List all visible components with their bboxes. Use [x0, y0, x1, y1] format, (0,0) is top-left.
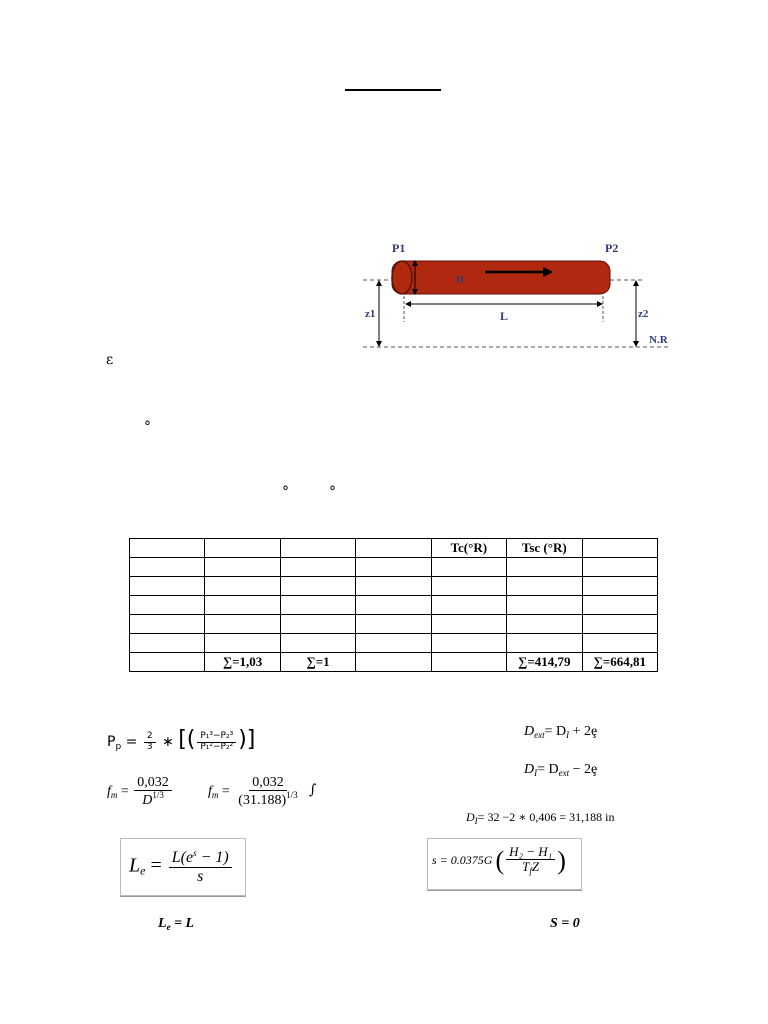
title-underline [345, 89, 441, 91]
pp-denominator: P₁²−P₂² [200, 741, 234, 752]
table-cell [280, 577, 355, 596]
table-cell [507, 634, 582, 653]
pipe-diagram-svg [360, 236, 680, 356]
table-cell [280, 615, 355, 634]
table-cell [205, 539, 280, 558]
diameter-label: D [456, 274, 464, 286]
table-cell [356, 653, 431, 672]
table-cell: Tsc (°R) [507, 539, 582, 558]
table-cell [582, 596, 658, 615]
pp-coef-numerator: 2 [144, 732, 156, 743]
degree-symbol-3: ° [329, 484, 336, 500]
fm2-symbol: f [208, 784, 212, 800]
table-cell [130, 615, 205, 634]
fm1-fraction [134, 775, 172, 809]
table-cell [130, 653, 205, 672]
p1-label: P1 [392, 241, 406, 255]
s-equals-zero: S = 0 [550, 916, 580, 931]
table-row [130, 615, 658, 634]
table-cell [205, 558, 280, 577]
table-cell: ∑=1,03 [205, 653, 280, 672]
dext-formula: $D_{ext}= D_I$ + 2ȩ [524, 724, 598, 740]
table-cell [205, 615, 280, 634]
table-cell [431, 596, 506, 615]
table-cell [356, 558, 431, 577]
table-row [130, 653, 658, 672]
elevation-factor-box [427, 838, 582, 890]
pp-fraction [197, 732, 236, 753]
table-body [130, 539, 658, 672]
pp-symbol: P [107, 734, 116, 750]
table-row [130, 596, 658, 615]
table-cell [205, 596, 280, 615]
table-row [130, 634, 658, 653]
table-cell [130, 539, 205, 558]
table-cell [582, 558, 658, 577]
table-cell: ∑=1 [280, 653, 355, 672]
table-cell [431, 558, 506, 577]
table-cell [431, 653, 506, 672]
fm1-denominator: D [142, 793, 153, 809]
table-cell [130, 634, 205, 653]
fm2-fraction [235, 775, 300, 809]
friction-formula-2: $f_m$ = $\frac{0,032}{(31.188)^{1/3}}$ [208, 775, 303, 809]
pp-multiply: ∗ [162, 734, 174, 750]
table-cell [130, 558, 205, 577]
le-denominator: s [197, 867, 204, 885]
table-cell: ∑=414,79 [507, 653, 582, 672]
length-label: L [500, 309, 509, 323]
table-cell [582, 634, 658, 653]
fm2-exponent: 1/3 [286, 790, 298, 801]
table-cell [130, 596, 205, 615]
fm2-denominator: (31.188) [238, 793, 287, 809]
epsilon-symbol: ε [106, 352, 114, 368]
table-cell [356, 577, 431, 596]
di-calculation: $D_I= 32 -2$ ∗ 0,406 = 31,188 in [466, 810, 615, 826]
table-cell [431, 615, 506, 634]
gas-composition-table [129, 538, 658, 672]
table-cell [356, 539, 431, 558]
table-cell [582, 577, 658, 596]
table-cell [582, 615, 658, 634]
table-cell [280, 596, 355, 615]
table-cell [431, 577, 506, 596]
s-formula: s = 0.0375G ( $\frac{\text{H₂ − H₁}}{T_fZ}$ ) [432, 844, 566, 877]
table-cell [431, 634, 506, 653]
reference-label: N.R [649, 334, 668, 346]
table-cell: ∑=664,81 [582, 653, 658, 672]
pipe-diagram [360, 236, 680, 356]
fm1-numerator: 0,032 [134, 775, 172, 791]
fm2-numerator: 0,032 [249, 775, 287, 791]
le-symbol: L [129, 854, 141, 877]
fm1-symbol: f [107, 784, 111, 800]
table-cell [356, 615, 431, 634]
s-denominator: $T_fZ$ [522, 859, 540, 877]
table-cell [280, 558, 355, 577]
table-cell [205, 577, 280, 596]
average-pressure-formula: $P_p$ = $\frac{2}{3}$ ∗ [( $\frac{\text{P₁³−P₂³}}{\text{P₁²−P₂²}}$ )] [107, 727, 256, 752]
degree-symbol-2: ° [282, 484, 289, 500]
pipe-end [392, 261, 412, 294]
effective-length-box [120, 838, 246, 896]
pipe-body [392, 261, 610, 294]
pp-subscript: p [115, 742, 122, 752]
di-formula: $D_I= D_{ext}$ − 2ȩ [524, 762, 598, 778]
pp-coefficient [144, 732, 156, 753]
table-cell [356, 596, 431, 615]
table-cell [280, 539, 355, 558]
le-subscript: e [140, 863, 146, 878]
s-numerator: H₂ − H₁ [506, 845, 555, 860]
table-cell [507, 577, 582, 596]
table-cell [280, 634, 355, 653]
pp-numerator: P₁³−P₂³ [197, 732, 236, 743]
table-row [130, 577, 658, 596]
p2-label: P2 [605, 241, 619, 255]
table-cell [507, 615, 582, 634]
le-fraction [169, 849, 232, 885]
table-cell [507, 596, 582, 615]
table-row [130, 558, 658, 577]
fm2-subscript: m [211, 790, 219, 801]
fm1-subscript: m [110, 790, 118, 801]
table-cell [205, 634, 280, 653]
fm1-exponent: 1/3 [152, 790, 164, 801]
table-row [130, 539, 658, 558]
degree-symbol-1: ° [144, 419, 151, 435]
table-cell [507, 558, 582, 577]
integral-symbol: ∫ [309, 782, 317, 798]
le-formula: $L_e$ = $\frac{L(e^s - 1)}{s}$ [129, 849, 234, 885]
pp-coef-denominator: 3 [146, 741, 153, 752]
le-numerator: $L(e^s - 1)$ [169, 849, 232, 868]
friction-formula-1: $f_m$ = $\frac{0,032}{D^{1/3}}$ [107, 775, 174, 809]
table-cell [130, 577, 205, 596]
z1-label: z1 [365, 308, 376, 320]
table-cell [356, 634, 431, 653]
table-cell: Tc(°R) [431, 539, 506, 558]
z2-label: z2 [638, 308, 649, 320]
le-equals-l: $L_e = L$ [158, 916, 195, 932]
s-fraction [506, 845, 555, 877]
table-cell [582, 539, 658, 558]
